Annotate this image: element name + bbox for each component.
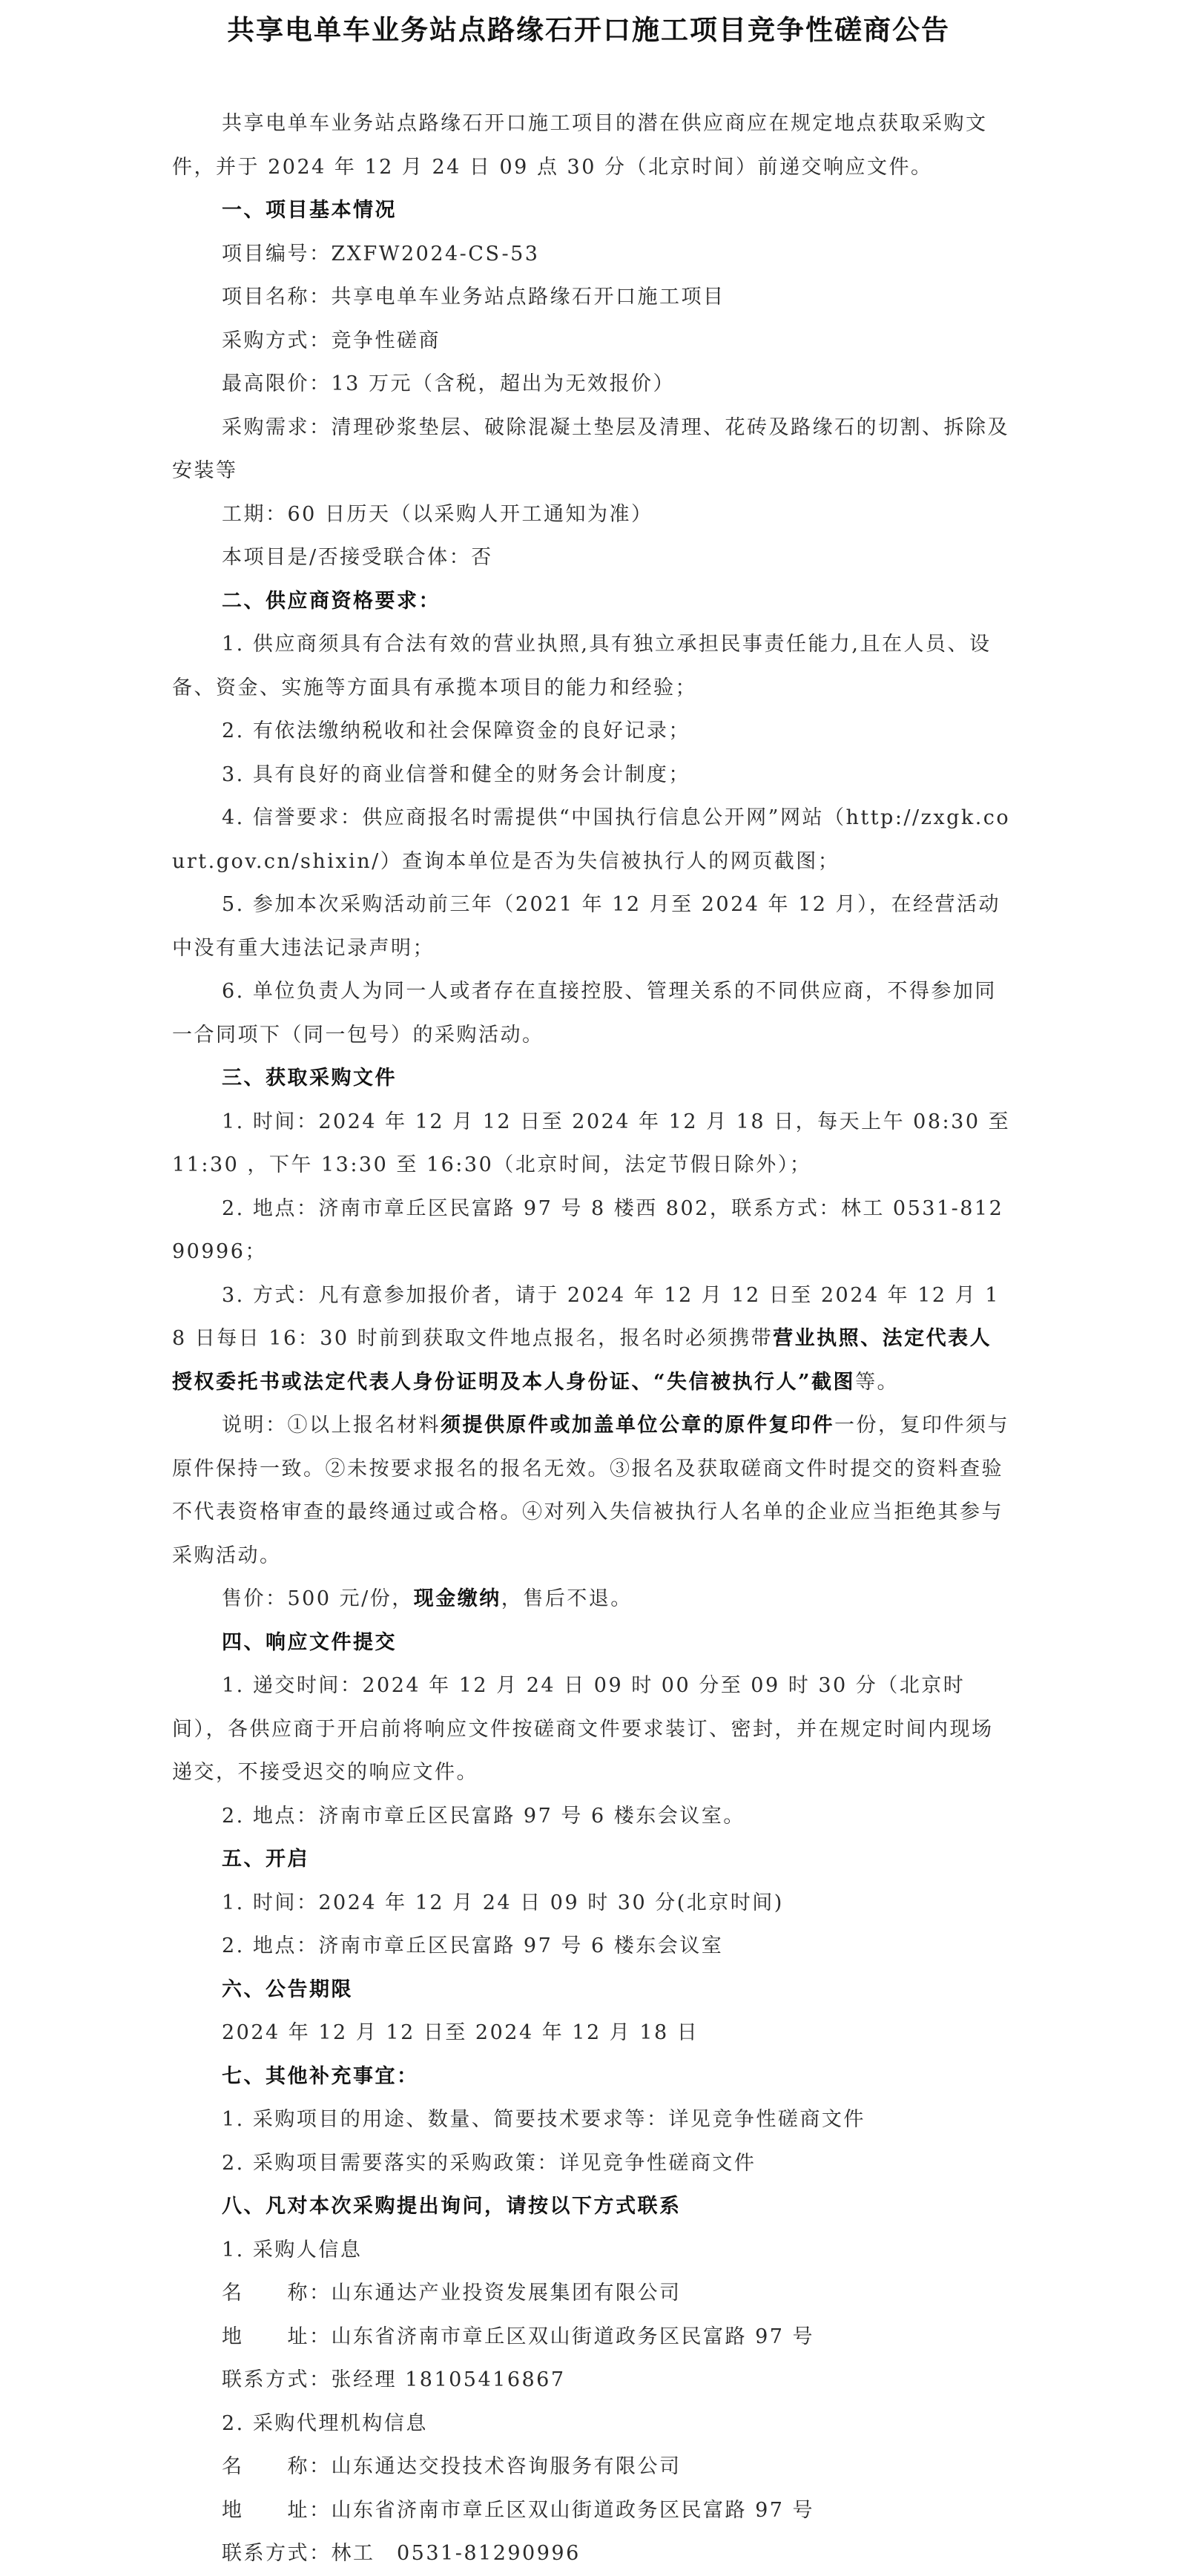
- project-number: 项目编号：ZXFW2024-CS-53: [222, 242, 540, 266]
- agent-address: 地 址：山东省济南市章丘区双山街道政务区民富路 97 号: [222, 2498, 815, 2522]
- opening-time: 1. 时间：2024 年 12 月 24 日 09 时 30 分(北京时间): [222, 1891, 784, 1914]
- required-documents: 营业执照、法定代表人授权委托书或法定代表人身份证明及本人身份证、“失信被执行人”截图: [172, 1327, 992, 1394]
- section-7-heading: 七、其他补充事宜：: [222, 2064, 419, 2088]
- procurement-method: 采购方式：竞争性磋商: [222, 329, 441, 352]
- agent-info-title: 2. 采购代理机构信息: [222, 2411, 428, 2435]
- section-6-heading: 六、公告期限: [222, 1977, 353, 2001]
- work-period: 工期：60 日历天（以采购人开工通知为准）: [222, 502, 653, 526]
- obtain-time: 1. 时间：2024 年 12 月 12 日至 2024 年 12 月 18 日，每天上午 08:30 至 11:30 ，下午 13:30 至 16:30（北京时间，法定节假日除外）；: [172, 1110, 1011, 1176]
- obtain-place: 2. 地点：济南市章丘区民富路 97 号 8 楼西 802，联系方式：林工 0531-81290996；: [172, 1196, 1004, 1263]
- buyer-info-title: 1. 采购人信息: [222, 2238, 363, 2262]
- submission-place: 2. 地点：济南市章丘区民富路 97 号 6 楼东会议室。: [222, 1804, 745, 1828]
- qualification-item: 4. 信誉要求：供应商报名时需提供“中国执行信息公开网”网站（http://zxgk.court.gov.cn/shixin/）查询本单位是否为失信被执行人的网页截图；: [172, 806, 1011, 873]
- buyer-address: 地 址：山东省济南市章丘区双山街道政务区民富路 97 号: [222, 2325, 815, 2348]
- note-rest: 一份，复印件须与原件保持一致。②未按要求报名的报名无效。③报名及获取磋商文件时提交的资料查验不代表资格审查的最终通过或合格。④对列入失信被执行人名单的企业应当拒绝其参与采购活动。: [172, 1414, 1009, 1567]
- opening-place: 2. 地点：济南市章丘区民富路 97 号 6 楼东会议室: [222, 1934, 724, 1957]
- procurement-needs: 采购需求：清理砂浆垫层、破除混凝土垫层及清理、花砖及路缘石的切割、拆除及安装等: [172, 415, 1009, 482]
- agent-contact: 联系方式：林工 0531-81290996: [222, 2542, 581, 2565]
- submission-time: 1. 递交时间：2024 年 12 月 24 日 09 时 00 分至 09 时 30 分（北京时间），各供应商于开启前将响应文件按磋商文件要求装订、密封，并在规定时间内现场递交，不接受迟交的响应文件。: [172, 1674, 994, 1784]
- obtain-method: [172, 1274, 1012, 1405]
- section-5-heading: 五、开启: [222, 1848, 309, 1871]
- section-3-heading: 三、获取采购文件: [222, 1067, 397, 1090]
- price-text: 售价：500 元/份，: [222, 1587, 414, 1610]
- qualification-item: 5. 参加本次采购活动前三年（2021 年 12 月至 2024 年 12 月），在经营活动中没有重大违法记录声明；: [172, 893, 1001, 960]
- section-4-heading: 四、响应文件提交: [222, 1630, 397, 1654]
- buyer-contact: 联系方式：张经理 18105416867: [222, 2368, 566, 2391]
- buyer-name: 名 称：山东通达产业投资发展集团有限公司: [222, 2282, 682, 2305]
- note-text: 说明：①以上报名材料: [222, 1414, 441, 1437]
- agent-name: 名 称：山东通达交投技术咨询服务有限公司: [222, 2455, 682, 2478]
- project-name: 项目名称：共享电单车业务站点路缘石开口施工项目: [222, 286, 725, 309]
- page-title: 共享电单车业务站点路缘石开口施工项目竞争性磋商公告: [227, 13, 950, 46]
- obtain-note: [172, 1404, 1012, 1578]
- obtain-method-text: 3. 方式：凡有意参加报价者，请于 2024 年 12 月 12 日至 2024 年 12 月 18 日每日 16：30 时前到获取文件地点报名，报名时必须携带: [172, 1283, 1000, 1350]
- supplement-item: 2. 采购项目需要落实的采购政策：详见竞争性磋商文件: [222, 2151, 756, 2175]
- document-price: [172, 1578, 1012, 1621]
- obtain-method-end: 等。: [855, 1370, 900, 1394]
- qualification-item: 6. 单位负责人为同一人或者存在直接控股、管理关系的不同供应商，不得参加同一合同项下（同一包号）的采购活动。: [172, 980, 997, 1047]
- qualification-item: 3. 具有良好的商业信誉和健全的财务会计制度；: [222, 762, 690, 786]
- consortium-accepted: 本项目是/否接受联合体：否: [222, 546, 493, 569]
- announcement-body: [172, 102, 1012, 2576]
- note-emphasis: 须提供原件或加盖单位公章的原件复印件: [441, 1414, 834, 1437]
- section-2-heading: 二、供应商资格要求：: [222, 589, 441, 613]
- no-refund: ，售后不退。: [501, 1587, 633, 1610]
- section-8-heading: 八、凡对本次采购提出询问，请按以下方式联系: [222, 2195, 682, 2218]
- supplement-item: 1. 采购项目的用途、数量、简要技术要求等：详见竞争性磋商文件: [222, 2108, 866, 2131]
- qualification-item: 2. 有依法缴纳税收和社会保障资金的良好记录；: [222, 719, 690, 742]
- intro-paragraph: 共享电单车业务站点路缘石开口施工项目的潜在供应商应在规定地点获取采购文件，并于 2024 年 12 月 24 日 09 点 30 分（北京时间）前递交响应文件。: [172, 112, 988, 179]
- max-price: 最高限价：13 万元（含税，超出为无效报价）: [222, 372, 675, 395]
- notice-period: 2024 年 12 月 12 日至 2024 年 12 月 18 日: [222, 2021, 699, 2044]
- qualification-item: 1. 供应商须具有合法有效的营业执照,具有独立承担民事责任能力,且在人员、设备、资金、实施等方面具有承揽本项目的能力和经验；: [172, 633, 992, 699]
- cash-payment: 现金缴纳: [413, 1587, 501, 1610]
- section-1-heading: 一、项目基本情况: [222, 199, 397, 222]
